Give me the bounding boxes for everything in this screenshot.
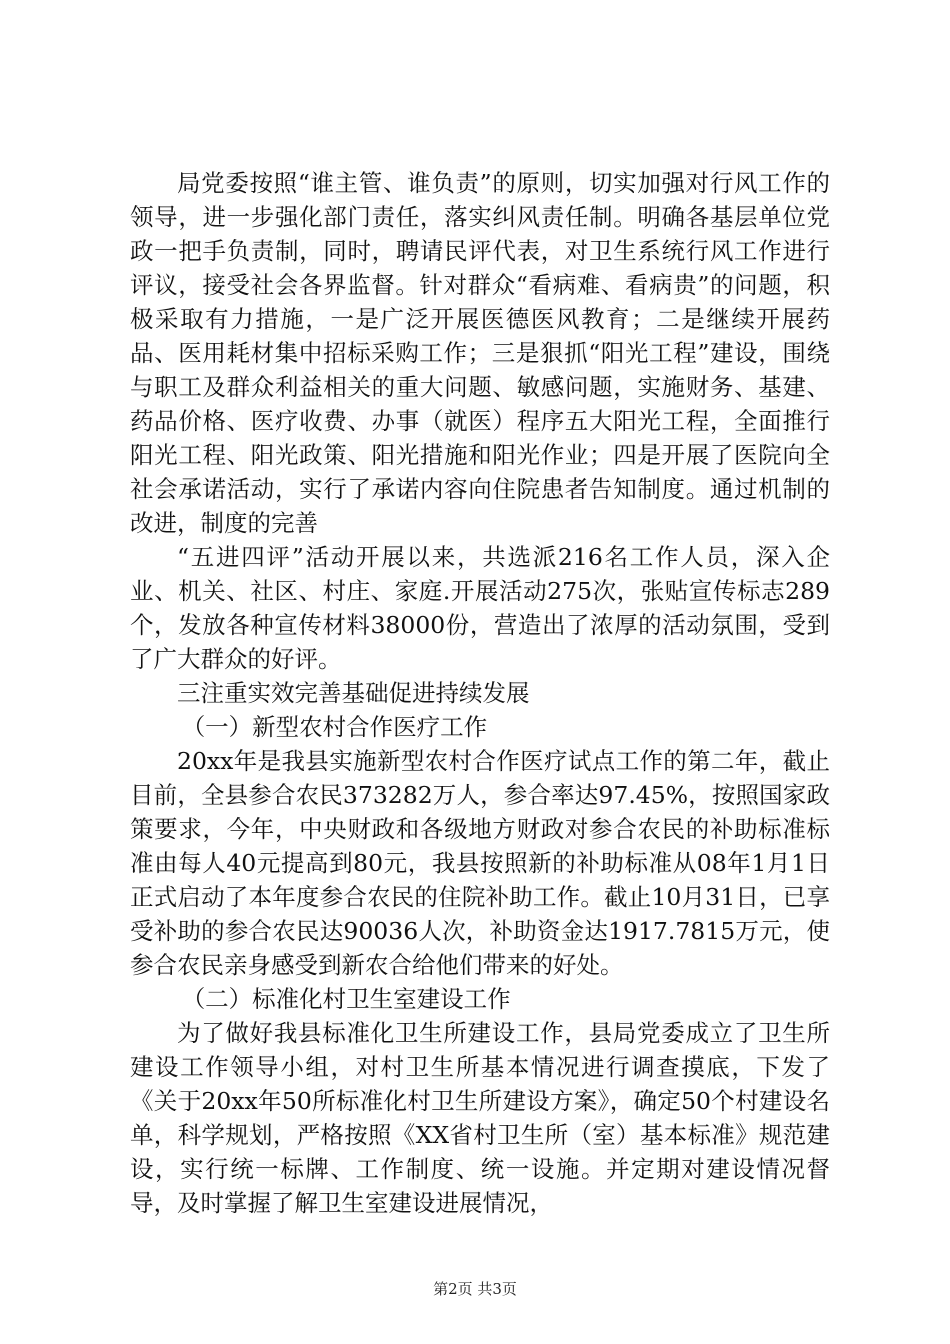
paragraph-discipline: 局党委按照“谁主管、谁负责”的原则，切实加强对行风工作的领导，进一步强化部门责任，落实纠风责任制。明确各基层单位党政一把手负责制，同时，聘请民评代表，对卫生系统行风工作进行评议，接受社会各界监督。针对群众“看病难、看病贵”的问题，积极采取有力措施，一是广泛开展医德医风教育；二是继续开展药品、医用耗材集中招标采购工作；三是狠抓“阳光工程”建设，围绕与职工及群众利益相关的重大问题、敏感问题，实施财务、基建、药品价格、医疗收费、办事（就医）程序五大阳光工程，全面推行阳光工程、阳光政策、阳光措施和阳光作业；四是开展了医院向全社会承诺活动，实行了承诺内容向住院患者告知制度。通过机制的改进，制度的完善 — [130, 169, 830, 537]
paragraph-rural-cooperative-medical: 20xx年是我县实施新型农村合作医疗试点工作的第二年，截止目前，全县参合农民373282万人，参合率达97.45%，按照国家政策要求，今年，中央财政和各级地方财政对参合农民的补助标准标准由每人40元提高到80元，我县按照新的补助标准从08年1月1日正式启动了本年度参合农民的住院补助工作。截止10月31日，已享受补助的参合农民达90036人次，补助资金达1917.7815万元，使参合农民亲身感受到新农合给他们带来的好处。 — [130, 747, 830, 979]
section-heading: 三注重实效完善基础促进持续发展 — [177, 679, 530, 707]
subsection-heading-1: （一）新型农村合作医疗工作 — [181, 713, 488, 741]
document-body — [130, 166, 830, 1220]
subsection-heading-2: （二）标准化村卫生室建设工作 — [181, 985, 511, 1013]
page-number-footer: 第2页 共3页 — [433, 1280, 517, 1298]
paragraph-wujin-sipin: “五进四评”活动开展以来，共选派216名工作人员，深入企业、机关、社区、村庄、家庭.开展活动275次，张贴宣传标志289个，发放各种宣传材料38000份，营造出了浓厚的活动氛围，受到了广大群众的好评。 — [130, 543, 830, 673]
paragraph-clinic-construction: 为了做好我县标准化卫生所建设工作，县局党委成立了卫生所建设工作领导小组，对村卫生所基本情况进行调查摸底，下发了《关于20xx年50所标准化村卫生所建设方案》，确定50个村建设名单，科学规划，严格按照《XX省村卫生所（室）基本标准》规范建设，实行统一标牌、工作制度、统一设施。并定期对建设情况督导，及时掌握了解卫生室建设进展情况， — [130, 1019, 830, 1217]
